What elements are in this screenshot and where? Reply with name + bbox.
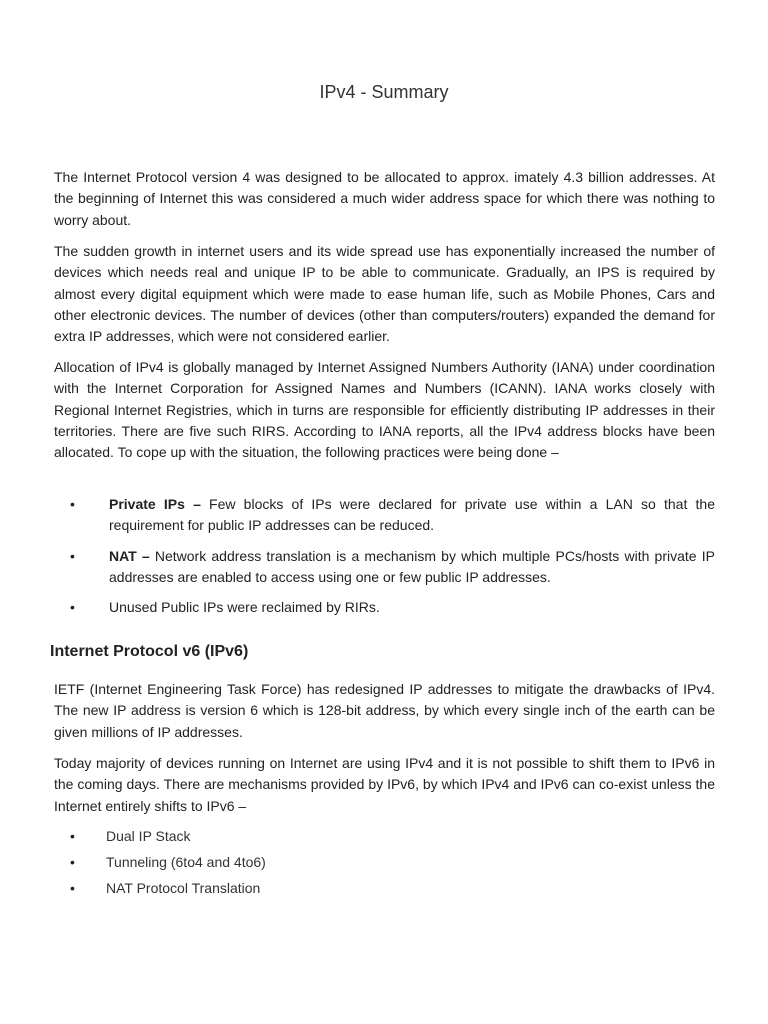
list-item-text: Few blocks of IPs were declared for private use within a LAN so that the requirement for public IP addresses can be reduced. (109, 496, 715, 534)
list-item-term: NAT – (109, 547, 150, 564)
list-item: • Dual IP Stack (54, 826, 715, 847)
page-title: IPv4 - Summary (319, 82, 449, 102)
list-item-text: Network address translation is a mechanism by which multiple PCs/hosts with private IP addresses are enabled to access using one or few public IP addresses. (109, 547, 715, 585)
paragraph-ipv6-coexist: Today majority of devices running on Internet are using IPv4 and it is not possible to shift them to IPv6 in the coming days. There are mechanisms provided by IPv6, by which IPv4 and IPv6 can co-exist unless the Internet entirely shifts to IPv6 – (54, 755, 715, 814)
mechanisms-list (54, 826, 715, 903)
paragraph-ipv4-growth: The sudden growth in internet users and its wide spread use has exponentially increased the number of devices which needs real and unique IP to be able to communicate. Gradually, an IPS is required by almost every digital equipment which were made to ease human life, such as Mobile Phones, Cars and other electronic devices. The number of devices (other than computers/routers) expanded the demand for extra IP addresses, which were not considered earlier. (54, 243, 715, 345)
paragraph-ipv4-allocation: Allocation of IPv4 is globally managed by Internet Assigned Numbers Authority (IANA) under coordination with the Internet Corporation for Assigned Names and Numbers (ICANN). IANA works closely with Regional Internet Registries, which in turns are responsible for efficiently distributing IP addresses in their territories. There are five such RIRS. According to IANA reports, all the IPv4 address blocks have been allocated. To cope up with the situation, the following practices were being done – (54, 359, 715, 461)
section-heading-ipv6: Internet Protocol v6 (IPv6) (50, 643, 249, 660)
practices-list (54, 494, 715, 627)
list-item (54, 546, 715, 589)
list-item: • NAT Protocol Translation (54, 878, 715, 899)
list-item (54, 597, 715, 618)
list-item-text: Unused Public IPs were reclaimed by RIRs. (109, 599, 380, 616)
list-item (54, 494, 715, 537)
paragraph-ipv6-intro: IETF (Internet Engineering Task Force) has redesigned IP addresses to mitigate the drawbacks of IPv4. The new IP address is version 6 which is 128-bit address, by which every single inch of the earth can be given millions of IP addresses. (54, 681, 715, 740)
paragraph-ipv4-intro: The Internet Protocol version 4 was designed to be allocated to approx. imately 4.3 billion addresses. At the beginning of Internet this was considered a much wider address space for which there was nothing to worry about. (54, 169, 715, 228)
list-item-term: Private IPs – (109, 496, 201, 512)
list-item: • Tunneling (6to4 and 4to6) (54, 852, 715, 873)
